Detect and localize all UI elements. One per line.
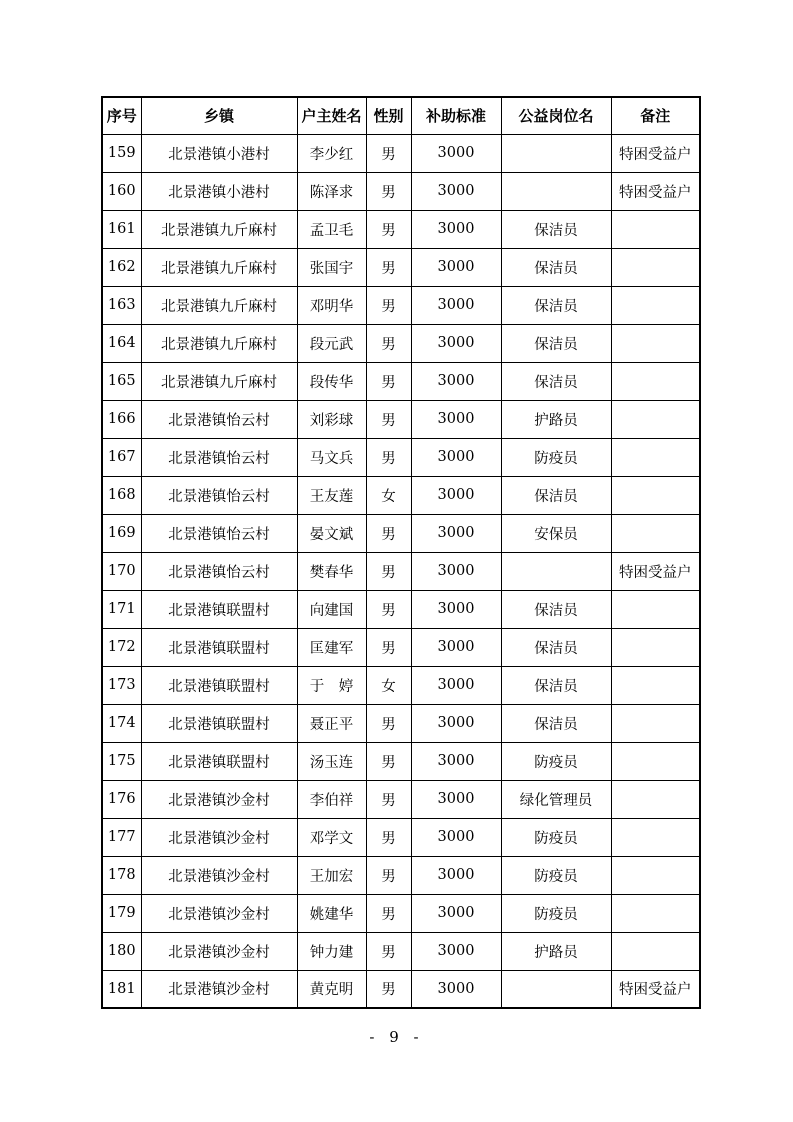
cell-gender: 女 bbox=[366, 476, 411, 514]
cell-name: 张国宇 bbox=[297, 248, 366, 286]
cell-no: 179 bbox=[102, 894, 141, 932]
table-row bbox=[102, 134, 700, 172]
cell-position: 绿化管理员 bbox=[501, 780, 611, 818]
cell-gender: 男 bbox=[366, 932, 411, 970]
cell-gender: 男 bbox=[366, 324, 411, 362]
cell-position: 安保员 bbox=[501, 514, 611, 552]
cell-township: 北景港镇联盟村 bbox=[141, 628, 297, 666]
subsidy-table bbox=[101, 96, 701, 1009]
cell-name: 黄克明 bbox=[297, 970, 366, 1008]
cell-position: 保洁员 bbox=[501, 210, 611, 248]
cell-position: 防疫员 bbox=[501, 438, 611, 476]
cell-remark bbox=[611, 248, 700, 286]
cell-name: 陈泽求 bbox=[297, 172, 366, 210]
cell-position: 保洁员 bbox=[501, 324, 611, 362]
table-row bbox=[102, 590, 700, 628]
cell-no: 167 bbox=[102, 438, 141, 476]
cell-name: 李少红 bbox=[297, 134, 366, 172]
cell-remark bbox=[611, 780, 700, 818]
table-row bbox=[102, 172, 700, 210]
cell-remark bbox=[611, 932, 700, 970]
table-row bbox=[102, 970, 700, 1008]
cell-no: 164 bbox=[102, 324, 141, 362]
cell-subsidy: 3000 bbox=[411, 476, 501, 514]
cell-subsidy: 3000 bbox=[411, 590, 501, 628]
cell-name: 邓学文 bbox=[297, 818, 366, 856]
cell-name: 于 婷 bbox=[297, 666, 366, 704]
cell-no: 162 bbox=[102, 248, 141, 286]
cell-gender: 男 bbox=[366, 704, 411, 742]
column-header-position: 公益岗位名 bbox=[501, 97, 611, 134]
table-row bbox=[102, 894, 700, 932]
table-header bbox=[102, 97, 700, 134]
cell-name: 王友莲 bbox=[297, 476, 366, 514]
cell-position: 防疫员 bbox=[501, 818, 611, 856]
cell-name: 段传华 bbox=[297, 362, 366, 400]
cell-no: 160 bbox=[102, 172, 141, 210]
column-header-remark: 备注 bbox=[611, 97, 700, 134]
cell-no: 173 bbox=[102, 666, 141, 704]
cell-remark bbox=[611, 400, 700, 438]
cell-no: 181 bbox=[102, 970, 141, 1008]
cell-no: 170 bbox=[102, 552, 141, 590]
cell-name: 汤玉连 bbox=[297, 742, 366, 780]
cell-no: 161 bbox=[102, 210, 141, 248]
cell-subsidy: 3000 bbox=[411, 970, 501, 1008]
cell-gender: 男 bbox=[366, 552, 411, 590]
cell-remark bbox=[611, 704, 700, 742]
cell-name: 晏文斌 bbox=[297, 514, 366, 552]
table-row bbox=[102, 514, 700, 552]
cell-subsidy: 3000 bbox=[411, 248, 501, 286]
cell-name: 钟力建 bbox=[297, 932, 366, 970]
cell-subsidy: 3000 bbox=[411, 856, 501, 894]
cell-subsidy: 3000 bbox=[411, 172, 501, 210]
cell-gender: 男 bbox=[366, 438, 411, 476]
table-row bbox=[102, 248, 700, 286]
cell-position bbox=[501, 172, 611, 210]
cell-remark bbox=[611, 818, 700, 856]
table-row bbox=[102, 324, 700, 362]
cell-remark bbox=[611, 324, 700, 362]
cell-position bbox=[501, 970, 611, 1008]
cell-township: 北景港镇沙金村 bbox=[141, 932, 297, 970]
cell-remark: 特困受益户 bbox=[611, 134, 700, 172]
cell-township: 北景港镇怡云村 bbox=[141, 400, 297, 438]
cell-subsidy: 3000 bbox=[411, 210, 501, 248]
cell-township: 北景港镇联盟村 bbox=[141, 742, 297, 780]
cell-position: 保洁员 bbox=[501, 628, 611, 666]
cell-position: 护路员 bbox=[501, 400, 611, 438]
cell-township: 北景港镇怡云村 bbox=[141, 438, 297, 476]
cell-remark bbox=[611, 210, 700, 248]
table-row bbox=[102, 400, 700, 438]
column-header-no: 序号 bbox=[102, 97, 141, 134]
cell-name: 邓明华 bbox=[297, 286, 366, 324]
cell-gender: 男 bbox=[366, 286, 411, 324]
cell-township: 北景港镇沙金村 bbox=[141, 780, 297, 818]
cell-township: 北景港镇怡云村 bbox=[141, 552, 297, 590]
cell-name: 姚建华 bbox=[297, 894, 366, 932]
cell-remark bbox=[611, 666, 700, 704]
cell-name: 匡建军 bbox=[297, 628, 366, 666]
cell-remark bbox=[611, 286, 700, 324]
cell-position: 保洁员 bbox=[501, 362, 611, 400]
cell-township: 北景港镇联盟村 bbox=[141, 704, 297, 742]
cell-township: 北景港镇九斤麻村 bbox=[141, 286, 297, 324]
cell-position: 保洁员 bbox=[501, 590, 611, 628]
table-row bbox=[102, 932, 700, 970]
cell-subsidy: 3000 bbox=[411, 628, 501, 666]
cell-subsidy: 3000 bbox=[411, 704, 501, 742]
cell-township: 北景港镇九斤麻村 bbox=[141, 248, 297, 286]
cell-township: 北景港镇九斤麻村 bbox=[141, 324, 297, 362]
cell-position: 保洁员 bbox=[501, 248, 611, 286]
cell-gender: 男 bbox=[366, 172, 411, 210]
cell-remark bbox=[611, 514, 700, 552]
cell-subsidy: 3000 bbox=[411, 780, 501, 818]
table-header-row bbox=[102, 97, 700, 134]
cell-gender: 男 bbox=[366, 818, 411, 856]
cell-subsidy: 3000 bbox=[411, 818, 501, 856]
cell-gender: 男 bbox=[366, 856, 411, 894]
cell-no: 159 bbox=[102, 134, 141, 172]
cell-no: 169 bbox=[102, 514, 141, 552]
cell-subsidy: 3000 bbox=[411, 932, 501, 970]
cell-no: 165 bbox=[102, 362, 141, 400]
cell-name: 段元武 bbox=[297, 324, 366, 362]
cell-gender: 男 bbox=[366, 362, 411, 400]
cell-subsidy: 3000 bbox=[411, 286, 501, 324]
cell-no: 166 bbox=[102, 400, 141, 438]
cell-position: 护路员 bbox=[501, 932, 611, 970]
cell-position: 保洁员 bbox=[501, 666, 611, 704]
cell-remark bbox=[611, 742, 700, 780]
cell-no: 163 bbox=[102, 286, 141, 324]
cell-name: 向建国 bbox=[297, 590, 366, 628]
cell-remark bbox=[611, 438, 700, 476]
cell-no: 175 bbox=[102, 742, 141, 780]
cell-no: 176 bbox=[102, 780, 141, 818]
cell-gender: 男 bbox=[366, 400, 411, 438]
cell-subsidy: 3000 bbox=[411, 134, 501, 172]
cell-name: 马文兵 bbox=[297, 438, 366, 476]
cell-remark: 特困受益户 bbox=[611, 970, 700, 1008]
cell-no: 178 bbox=[102, 856, 141, 894]
cell-position: 保洁员 bbox=[501, 286, 611, 324]
table-row bbox=[102, 552, 700, 590]
cell-township: 北景港镇联盟村 bbox=[141, 666, 297, 704]
column-header-gender: 性别 bbox=[366, 97, 411, 134]
cell-township: 北景港镇小港村 bbox=[141, 172, 297, 210]
cell-township: 北景港镇小港村 bbox=[141, 134, 297, 172]
column-header-township: 乡镇 bbox=[141, 97, 297, 134]
cell-name: 樊春华 bbox=[297, 552, 366, 590]
cell-subsidy: 3000 bbox=[411, 742, 501, 780]
cell-no: 177 bbox=[102, 818, 141, 856]
cell-subsidy: 3000 bbox=[411, 362, 501, 400]
table-row bbox=[102, 818, 700, 856]
cell-township: 北景港镇怡云村 bbox=[141, 514, 297, 552]
cell-name: 聂正平 bbox=[297, 704, 366, 742]
cell-remark bbox=[611, 628, 700, 666]
cell-gender: 女 bbox=[366, 666, 411, 704]
column-header-name: 户主姓名 bbox=[297, 97, 366, 134]
column-header-subsidy: 补助标准 bbox=[411, 97, 501, 134]
cell-name: 李伯祥 bbox=[297, 780, 366, 818]
cell-remark: 特困受益户 bbox=[611, 172, 700, 210]
cell-township: 北景港镇九斤麻村 bbox=[141, 210, 297, 248]
cell-remark bbox=[611, 590, 700, 628]
table-row bbox=[102, 210, 700, 248]
table-row bbox=[102, 628, 700, 666]
cell-position: 防疫员 bbox=[501, 742, 611, 780]
cell-no: 172 bbox=[102, 628, 141, 666]
cell-township: 北景港镇沙金村 bbox=[141, 818, 297, 856]
cell-position: 保洁员 bbox=[501, 704, 611, 742]
cell-gender: 男 bbox=[366, 780, 411, 818]
cell-subsidy: 3000 bbox=[411, 666, 501, 704]
table-row bbox=[102, 286, 700, 324]
cell-gender: 男 bbox=[366, 894, 411, 932]
cell-gender: 男 bbox=[366, 742, 411, 780]
cell-township: 北景港镇沙金村 bbox=[141, 894, 297, 932]
cell-name: 王加宏 bbox=[297, 856, 366, 894]
cell-remark bbox=[611, 894, 700, 932]
cell-township: 北景港镇沙金村 bbox=[141, 970, 297, 1008]
cell-gender: 男 bbox=[366, 134, 411, 172]
table-row bbox=[102, 666, 700, 704]
cell-subsidy: 3000 bbox=[411, 324, 501, 362]
cell-position bbox=[501, 134, 611, 172]
cell-subsidy: 3000 bbox=[411, 894, 501, 932]
cell-no: 171 bbox=[102, 590, 141, 628]
cell-position bbox=[501, 552, 611, 590]
cell-name: 刘彩球 bbox=[297, 400, 366, 438]
cell-position: 防疫员 bbox=[501, 856, 611, 894]
cell-remark bbox=[611, 856, 700, 894]
cell-township: 北景港镇九斤麻村 bbox=[141, 362, 297, 400]
table-row bbox=[102, 780, 700, 818]
cell-name: 孟卫毛 bbox=[297, 210, 366, 248]
cell-position: 防疫员 bbox=[501, 894, 611, 932]
cell-remark bbox=[611, 362, 700, 400]
cell-township: 北景港镇沙金村 bbox=[141, 856, 297, 894]
table-row bbox=[102, 476, 700, 514]
cell-no: 174 bbox=[102, 704, 141, 742]
cell-subsidy: 3000 bbox=[411, 438, 501, 476]
cell-gender: 男 bbox=[366, 210, 411, 248]
table-row bbox=[102, 438, 700, 476]
cell-gender: 男 bbox=[366, 590, 411, 628]
cell-gender: 男 bbox=[366, 248, 411, 286]
cell-remark: 特困受益户 bbox=[611, 552, 700, 590]
table-row bbox=[102, 362, 700, 400]
cell-no: 168 bbox=[102, 476, 141, 514]
table-row bbox=[102, 856, 700, 894]
table-row bbox=[102, 704, 700, 742]
cell-subsidy: 3000 bbox=[411, 400, 501, 438]
page-number: - 9 - bbox=[369, 1028, 424, 1046]
cell-township: 北景港镇怡云村 bbox=[141, 476, 297, 514]
table-row bbox=[102, 742, 700, 780]
cell-subsidy: 3000 bbox=[411, 514, 501, 552]
cell-remark bbox=[611, 476, 700, 514]
cell-gender: 男 bbox=[366, 970, 411, 1008]
cell-township: 北景港镇联盟村 bbox=[141, 590, 297, 628]
cell-gender: 男 bbox=[366, 628, 411, 666]
cell-gender: 男 bbox=[366, 514, 411, 552]
cell-position: 保洁员 bbox=[501, 476, 611, 514]
cell-subsidy: 3000 bbox=[411, 552, 501, 590]
cell-no: 180 bbox=[102, 932, 141, 970]
table-body bbox=[102, 134, 700, 1008]
